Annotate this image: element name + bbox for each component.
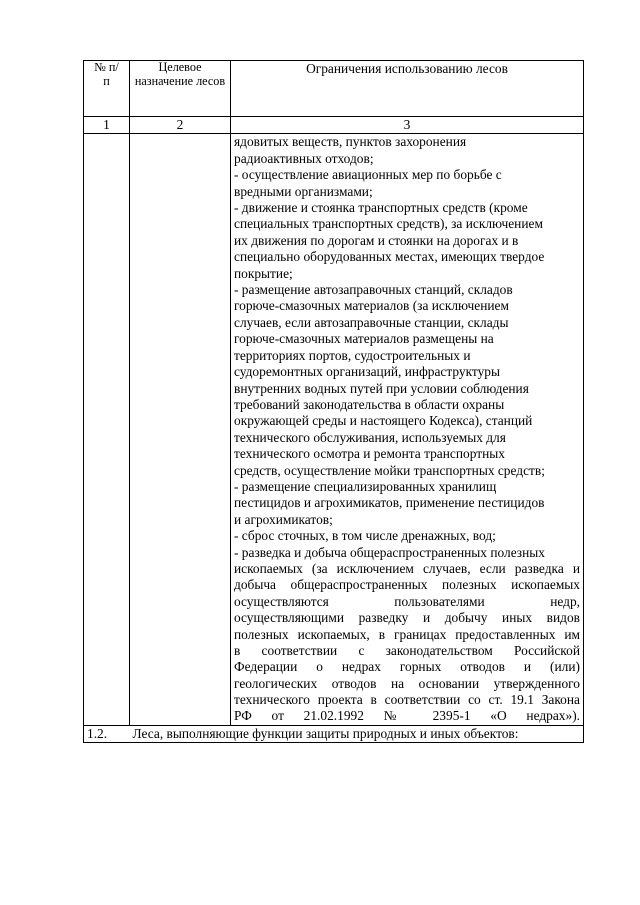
restriction-line: вредными организмами; [234,183,373,199]
section-number: 1.2. [84,725,130,742]
restriction-line: технического проекта в соответствии со ст. 19.1 Закона [234,692,580,708]
restriction-line: случаев, если автозаправочные станции, склады [234,314,509,330]
restriction-line: их движения по дорогам и стоянки на дорогах и в [234,232,519,248]
section-1-2-row [84,725,584,742]
restriction-line: и агрохимикатов; [234,511,333,527]
restriction-line: окружающей среды и настоящего Кодекса), станций [234,413,533,429]
continued-number-cell [84,134,130,725]
restriction-line: - сброс сточных, в том числе дренажных, вод; [234,528,496,544]
restriction-line: требований законодательства в области охраны [234,396,505,412]
restriction-line: полезных ископаемых, в границах предоставленных им [234,626,580,642]
restriction-line: - осуществление авиационных мер по борьбе с [234,167,502,183]
restriction-line: технического обслуживания, используемых для [234,429,506,445]
restriction-line: - движение и стоянка транспортных средств (кроме [234,200,528,216]
header-row [84,61,584,117]
restriction-line: покрытие; [234,265,293,281]
header-number-cell [84,61,130,117]
forest-restrictions-table [83,60,584,743]
restriction-line: добыча общераспространенных полезных ископаемых [234,577,580,593]
restrictions-text-cell [231,134,584,725]
restriction-line: - размещение специализированных хранилищ [234,478,497,494]
restriction-line: РФ от 21.02.1992 № 2395-1 «О недрах»). [234,708,580,724]
restriction-line: осуществляются пользователями недр, [234,593,580,609]
restriction-line: ядовитых веществ, пунктов захоронения [234,134,467,150]
section-title: Леса, выполняющие функции защиты природных и иных объектов: [130,725,584,742]
restriction-line: осуществляющими разведку и добычу иных видов [234,610,580,626]
restriction-line: горюче-смазочных материалов (за исключением [234,298,509,314]
restriction-line: средств, осуществление мойки транспортных средств; [234,462,545,478]
header-purpose-cell [130,61,231,117]
restriction-line: пестицидов и агрохимикатов, применение пестицидов [234,495,545,511]
restriction-line: специально оборудованных местах, имеющих твердое [234,249,545,265]
column-number-1: 1 [84,117,130,134]
restriction-line: внутренних водных путей при условии соблюдения [234,380,529,396]
column-number-3: 3 [231,117,584,134]
restriction-line: - разведка и добыча общераспространенных полезных [234,544,545,560]
header-number: № п/п [94,60,119,88]
restriction-line: судоремонтных организаций, инфраструктуры [234,364,500,380]
restriction-line: - размещение автозаправочных станций, складов [234,282,513,298]
restriction-line: радиоактивных отходов; [234,150,374,166]
header-restrictions: Ограничения использованию лесов [306,61,508,76]
restriction-line: в соответствии с законодательством Российской [234,642,580,658]
restriction-line: геологических отводов на основании утвержденного [234,675,580,691]
restriction-line: Федерации о недрах горных отводов и (или) [234,659,580,675]
restriction-line: горюче-смазочных материалов размещены на [234,331,494,347]
header-restrictions-cell [231,61,584,117]
continued-row [84,134,584,725]
column-number-2: 2 [130,117,231,134]
continued-purpose-cell [130,134,231,725]
restriction-line: ископаемых (за исключением случаев, если разведка и [234,560,580,576]
restriction-line: технического осмотра и ремонта транспортных [234,446,505,462]
restriction-line: специальных транспортных средств), за исключением [234,216,543,232]
restriction-line: территориях портов, судостроительных и [234,347,471,363]
column-number-row [84,117,584,134]
header-purpose: Целевое назначение лесов [134,60,226,88]
